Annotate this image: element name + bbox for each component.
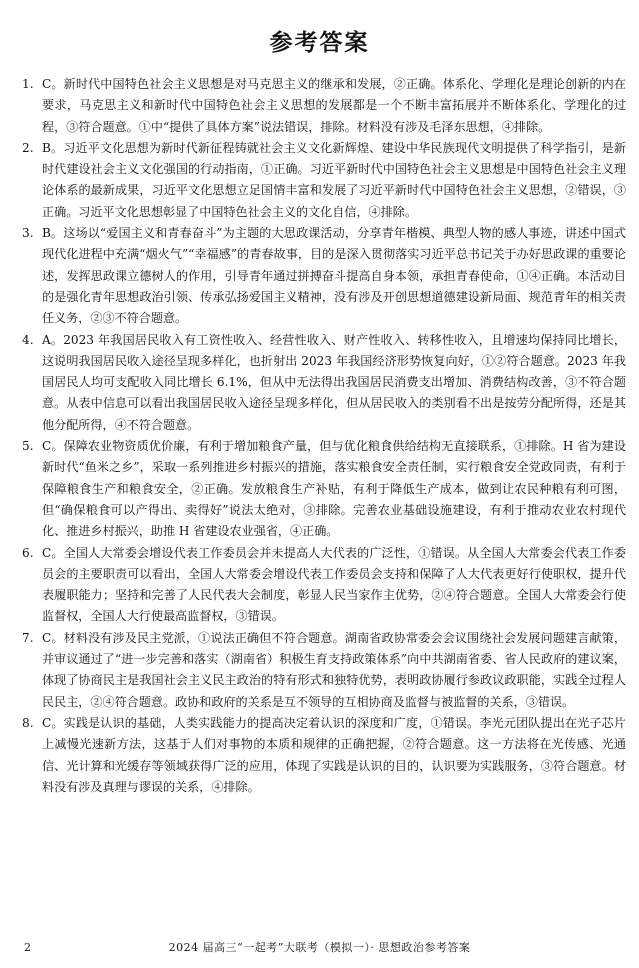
answer-item-1 <box>22 74 626 138</box>
answer-text: B。这场以“爱国主义和青春奋斗”为主题的大思政课活动，分享青年楷模、典型人物的感人事迹，讲述中国式现代化进程中充满“烟火气”“幸福感”的青春故事，目的是深入贯彻落实习近平总书记关于办好思政课的重要论述，发挥思政课立德树人的作用，引导青年通过拼搏奋斗提高自身本领，承担青春使命，①④正确。本活动目的是强化青年思想政治引领、传承弘扬爱国主义精神，没有涉及开创思想道德建设新局面、规范青年的相关责任义务，②③不符合题意。 <box>42 226 626 326</box>
page-title: 参考答案 <box>269 29 370 56</box>
answer-number: 4. <box>22 332 34 347</box>
answer-number: 7. <box>22 630 34 645</box>
answer-text: C。实践是认识的基础，人类实践能力的提高决定着认识的深度和广度，①错误。李光元团队提出在光子芯片上减慢光速新方法，这基于人们对事物的本质和规律的正确把握，②符合题意。这一方法将在光传感、光通信、光计算和光缓存等领域获得广泛的应用，体现了实践是认识的目的，认识要为实践服务，③符合题意。材料没有涉及真理与谬误的关系，④排除。 <box>42 715 626 794</box>
answer-item-6 <box>22 543 626 628</box>
answer-number: 5. <box>22 439 34 454</box>
footer-caption: 2024 届高三“一起考”大联考（模拟一）· 思想政治参考答案 <box>168 941 471 954</box>
answer-number: 2. <box>22 140 34 155</box>
answer-text: A。2023 年我国居民收入有工资性收入、经营性收入、财产性收入、转移性收入，且增速均保持同比增长，这说明我国居民收入途径呈现多样化，也折射出 2023 年我国经济形势恢复向好，①②符合题意。2023 年我国居民人均可支配收入同比增长 6.1%，但从中无法得出我国居民消费支出增加、消费结构改善，③不符合题意。从表中信息可以看出我国居民收入途径呈现多样化，但从居民收入的类别看不出是按劳分配所得，还是其他分配所得，④不符合题意。 <box>42 332 626 432</box>
answer-item-4 <box>22 330 626 436</box>
answer-text: B。习近平文化思想为新时代新征程铸就社会主义文化新辉煌、建设中华民族现代文明提供了科学指引，是新时代建设社会主义文化强国的行动指南，①正确。习近平新时代中国特色社会主义思想是中国特色社会主义理论体系的最新成果，习近平文化思想立足国情丰富和发展了习近平新时代中国特色社会主义思想，②错误，③正确。习近平文化思想彰显了中国特色社会主义的文化自信，④排除。 <box>42 140 626 219</box>
answer-text: C。全国人大常委会增设代表工作委员会并未提高人大代表的广泛性，①错误。从全国人大常委会代表工作委员会的主要职责可以看出，全国人大常委会增设代表工作委员会支持和保障了人大代表更好行使职权，提升代表履职能力；坚持和完善了人民代表大会制度，彰显人民当家作主优势，②④符合题意。全国人大常委会行使监督权，全国人大行使最高监督权，③错误。 <box>42 545 626 624</box>
answer-number: 6. <box>22 545 34 560</box>
answer-item-8 <box>22 713 626 798</box>
answer-text: C。保障农业物资质优价廉，有利于增加粮食产量，但与优化粮食供给结构无直接联系，①排除。H 省为建设新时代“鱼米之乡”，采取一系列推进乡村振兴的措施，落实粮食安全责任制，实行粮食安全党政同责，有利于保障粮食生产和粮食安全，②正确。发放粮食生产补贴，有利于降低生产成本，做到让农民种粮有利可图，但“确保粮食可以产得出、卖得好”说法太绝对，③排除。完善农业基础设施建设，有利于推动农业农村现代化、推进乡村振兴，助推 H 省建设农业强省，④正确。 <box>42 439 626 539</box>
answer-text: C。材料没有涉及民主党派，①说法正确但不符合题意。湖南省政协常委会会议围绕社会发展问题建言献策，并审议通过了“进一步完善和落实（湖南省）积极生育支持政策体系”向中共湖南省委、省人民政府的建议案，体现了协商民主是我国社会主义民主政治的特有形式和独特优势，表明政协履行参政议政职能，实践全过程人民民主，②④符合题意。政协和政府的关系是互不领导的互相协商及监督与被监督的关系，③错误。 <box>42 630 626 709</box>
answer-item-3 <box>22 223 626 329</box>
answer-item-5 <box>22 436 626 542</box>
answer-list <box>22 74 626 798</box>
answer-number: 8. <box>22 715 34 730</box>
answer-item-7 <box>22 628 626 713</box>
answer-number: 1. <box>22 77 34 91</box>
page-number: 2 <box>24 941 31 954</box>
answer-text: C。新时代中国特色社会主义思想是对马克思主义的继承和发展，②正确。体系化、学理化是理论创新的内在要求，马克思主义和新时代中国特色社会主义思想的发展都是一个不断丰富拓展并不断体系化、学理化的过程，③符合题意。①中“提供了具体方案”说法错误，排除。材料没有涉及毛泽东思想，④排除。 <box>42 77 626 134</box>
answer-item-2 <box>22 138 626 223</box>
answer-number: 3. <box>22 226 34 241</box>
